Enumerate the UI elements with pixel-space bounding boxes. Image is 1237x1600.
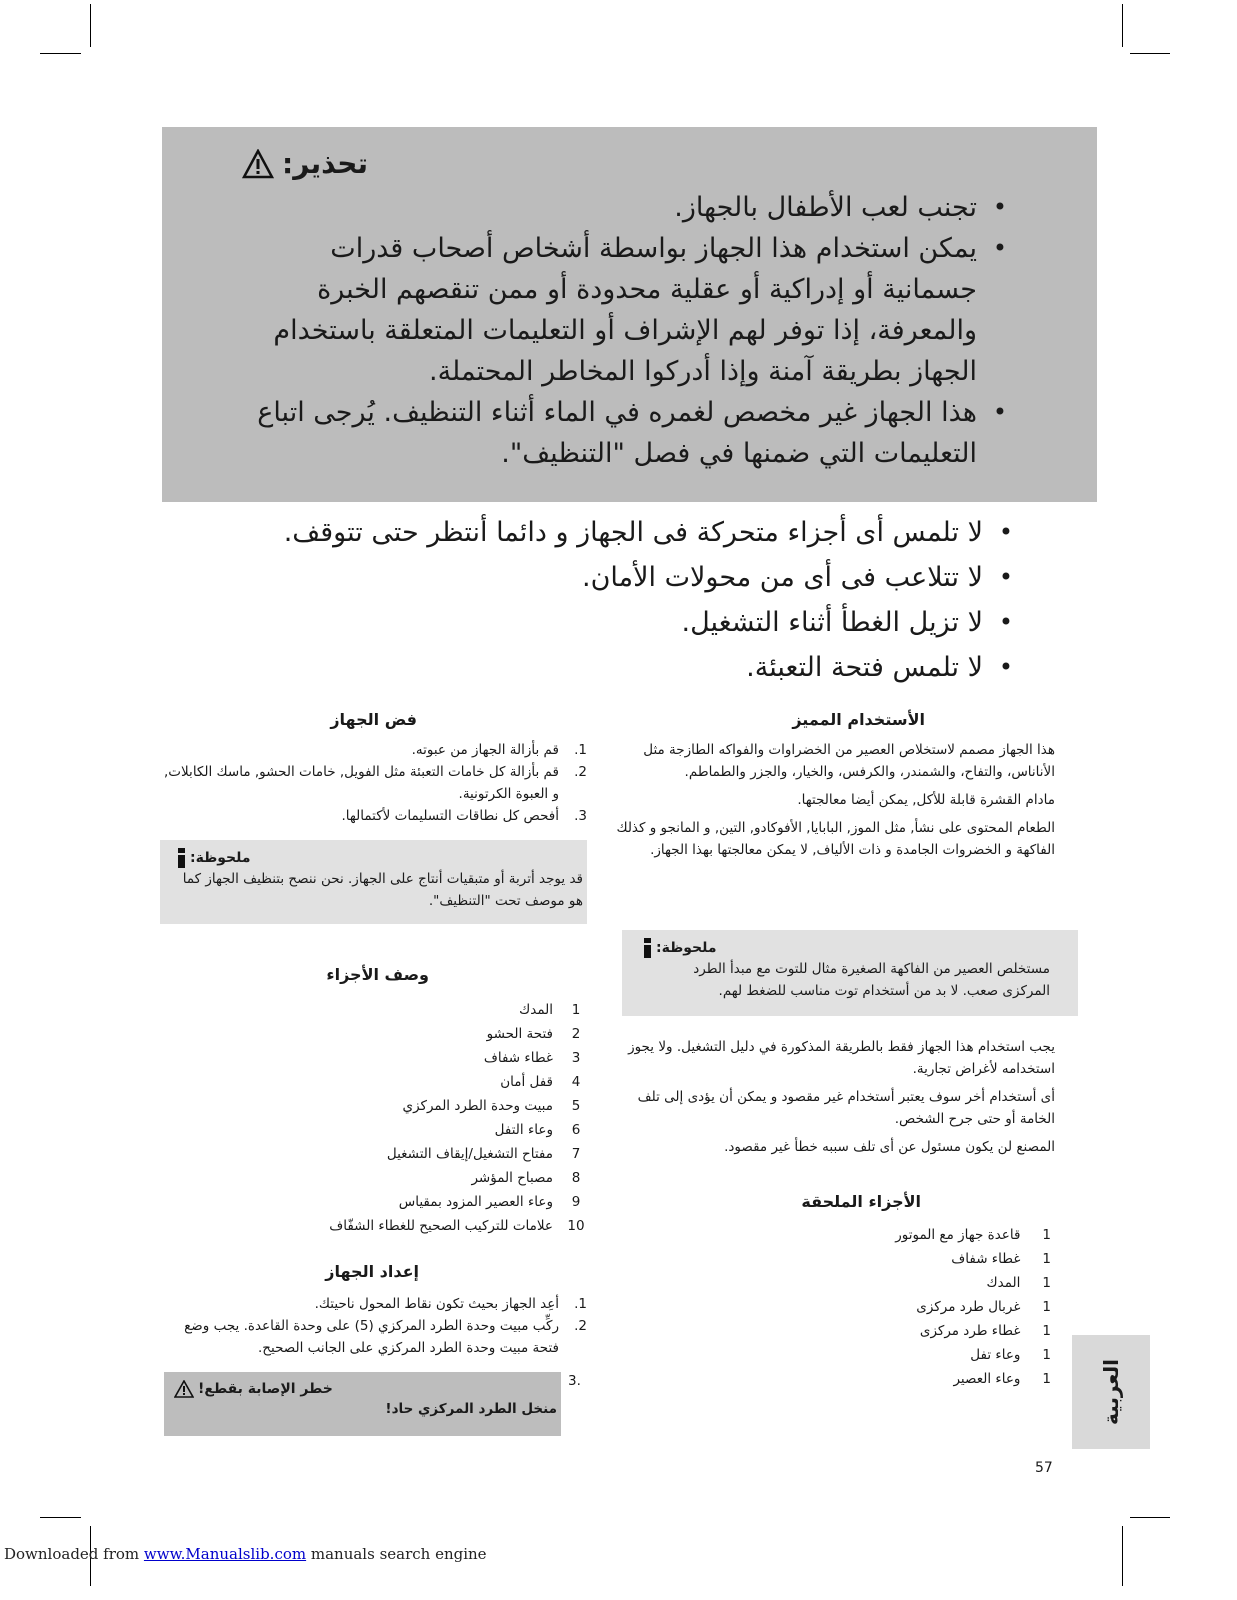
- parts-list: [162, 998, 587, 1238]
- part-number: 9: [571, 1194, 581, 1210]
- part-number: 7: [571, 1146, 581, 1162]
- setup-list: [162, 1293, 587, 1359]
- accessory-qty: 1: [1042, 1347, 1051, 1363]
- warning-item: • هذا الجهاز غير مخصص لغمره في الماء أثناء التنظيف. يُرجى اتباع التعليمات التي ضمنها في فصل "التنظيف".: [242, 392, 1013, 474]
- crop-mark: [1130, 53, 1170, 54]
- accessory-qty: 1: [1042, 1323, 1051, 1339]
- setup-section: [162, 1262, 587, 1359]
- usage-paragraph: أى أستخدام أخر سوف يعتبر أستخدام غير مقصود و يمكن أن يؤدى إلى تلف الخامة أو حتى جرح الشخص.: [637, 1089, 1055, 1127]
- parts-section: [162, 965, 587, 1238]
- unpacking-step: [162, 805, 587, 827]
- safety-list-container: [230, 510, 1019, 690]
- accessory-item: [655, 1319, 1055, 1343]
- step-text: قم بأزالة كل خامات التعبئة مثل الفويل, خامات الحشو, ماسك الكابلات, و العبوة الكرتونية.: [164, 764, 559, 802]
- part-item: [162, 1166, 587, 1190]
- part-label: مفتاح التشغيل/إيقاف التشغيل: [386, 1146, 553, 1162]
- step-number: 2.: [574, 1318, 587, 1334]
- intended-use-paragraph: الطعام المحتوى على نشأ, مثل الموز, البابايا, الأفوكادو, التين, و المانجو و كذلك الفاكهة و الخضروات الجامدة و ذات الألياف, لا يمكن معالجتها بهذا الجهاز.: [616, 820, 1055, 858]
- part-label: وعاء العصير المزود بمقياس: [398, 1194, 553, 1210]
- part-number: 6: [571, 1122, 581, 1138]
- part-number: 3: [571, 1050, 581, 1066]
- part-label: المدك: [519, 1002, 553, 1018]
- warning-triangle-icon: [174, 1380, 194, 1398]
- warning-title-text: تحذير:: [282, 147, 368, 180]
- language-tab-label: العربية: [1099, 1359, 1123, 1425]
- part-number: 8: [571, 1170, 581, 1186]
- accessory-item: [655, 1295, 1055, 1319]
- accessory-qty: 1: [1042, 1227, 1051, 1243]
- part-item: [162, 1214, 587, 1238]
- accessory-label: غطاء طرد مركزى: [919, 1323, 1021, 1339]
- language-tab: [1072, 1335, 1150, 1449]
- note-text: مستخلص العصير من الفاكهة الصغيرة مثال للتوت مع مبدأ الطرد المركزى صعب. لا بد من أستخدام توت مناسب للضغط لهم.: [693, 961, 1050, 999]
- unpacking-note: [160, 840, 587, 924]
- accessory-item: [655, 1247, 1055, 1271]
- part-number: 4: [571, 1074, 581, 1090]
- footer-suffix: manuals search engine: [306, 1545, 487, 1563]
- accessories-section: [655, 1192, 1055, 1391]
- note-title-text: ملحوظة:: [656, 940, 717, 956]
- part-label: غطاء شفاف: [483, 1050, 553, 1066]
- accessory-qty: 1: [1042, 1251, 1051, 1267]
- accessory-label: المدك: [986, 1275, 1021, 1291]
- setup-step: [162, 1315, 587, 1359]
- crop-mark: [40, 1517, 81, 1518]
- crop-mark: [90, 4, 91, 47]
- accessory-item: [655, 1343, 1055, 1367]
- note-title: [176, 848, 583, 868]
- part-item: [162, 1118, 587, 1142]
- part-label: قفل أمان: [500, 1074, 553, 1090]
- step-number: 1.: [574, 742, 587, 758]
- warning-item: • يمكن استخدام هذا الجهاز بواسطة أشخاص أصحاب قدرات جسمانية أو إدراكية أو عقلية محدودة أو ممن تنقصهم الخبرة والمعرفة، إذا توفر لهم الإشراف أو التعليمات المتعلقة باستخدام الجهاز بطريقة آمنة وإذا أدركوا المخاطر المحتملة.: [242, 228, 1013, 392]
- safety-item: • لا تلمس فتحة التعبئة.: [230, 645, 1019, 690]
- info-icon: [642, 938, 652, 958]
- warning-title: [242, 141, 1017, 187]
- intended-use-note: [622, 930, 1078, 1016]
- step-text: قم بأزالة الجهاز من عبوته.: [411, 742, 559, 758]
- part-label: علامات للتركيب الصحيح للغطاء الشفّاف: [329, 1218, 553, 1234]
- part-label: وعاء التفل: [494, 1122, 553, 1138]
- part-label: فتحة الحشو: [486, 1026, 553, 1042]
- step-number: 3.: [574, 808, 587, 824]
- step-text: أفحص كل نطاقات التسليمات لأكتمالها.: [341, 808, 559, 824]
- step-text: أعِد الجهاز بحيث تكون نقاط المحول ناحيتك.: [314, 1296, 559, 1312]
- intended-use-paragraph: مادام القشرة قابلة للأكل, يمكن أيضا معالجتها.: [797, 792, 1055, 808]
- accessory-label: قاعدة جهاز مع الموتور: [895, 1227, 1021, 1243]
- unpacking-step: [162, 761, 587, 805]
- part-label: مصباح المؤشر: [471, 1170, 553, 1186]
- setup-warning-line2: منخل الطرد المركزي حاد!: [385, 1401, 557, 1417]
- usage-paragraph: يجب استخدام هذا الجهاز فقط بالطريقة المذكورة في دليل التشغيل. ولا يجوز استخدامه لأغراض تجارية.: [628, 1039, 1055, 1077]
- accessory-item: [655, 1271, 1055, 1295]
- warning-item: • تجنب لعب الأطفال بالجهاز.: [242, 187, 1013, 228]
- accessory-qty: 1: [1042, 1371, 1051, 1387]
- part-number: 2: [571, 1026, 581, 1042]
- footer-prefix: Downloaded from: [4, 1545, 144, 1563]
- safety-list: [230, 510, 1019, 690]
- note-text: قد يوجد أتربة أو متبقيات أنتاج على الجهاز. نحن ننصح بتنظيف الجهاز كما هو موصف تحت "التنظيف".: [182, 871, 583, 909]
- setup-warning-title: [174, 1380, 557, 1398]
- crop-mark: [40, 53, 81, 54]
- setup-warning-line1: خطر الإصابة بقطع!: [198, 1381, 333, 1397]
- unpacking-section: [162, 710, 587, 827]
- accessory-item: [655, 1367, 1055, 1391]
- part-item: [162, 1190, 587, 1214]
- part-number: 5: [571, 1098, 581, 1114]
- unpacking-list: [162, 739, 587, 827]
- part-item: [162, 1046, 587, 1070]
- accessories-list: [655, 1223, 1055, 1391]
- part-number: 10: [567, 1218, 585, 1234]
- accessory-qty: 1: [1042, 1275, 1051, 1291]
- unpacking-heading: فض الجهاز: [330, 710, 417, 729]
- warning-box: [162, 127, 1097, 502]
- accessory-label: وعاء تفل: [970, 1347, 1021, 1363]
- accessory-label: وعاء العصير: [953, 1371, 1021, 1387]
- page-number: 57: [1035, 1460, 1053, 1476]
- step-number: 1.: [574, 1296, 587, 1312]
- step-text: ركِّب مبيت وحدة الطرد المركزي (5) على وحدة القاعدة. يجب وضع فتحة مبيت وحدة الطرد المركزي على الجانب الصحيح.: [184, 1318, 559, 1356]
- part-number: 1: [571, 1002, 581, 1018]
- accessory-label: غطاء شفاف: [951, 1251, 1021, 1267]
- setup-heading: إعداد الجهاز: [325, 1262, 419, 1281]
- crop-mark: [1122, 4, 1123, 47]
- warning-triangle-icon: [242, 149, 274, 179]
- note-title-text: ملحوظة:: [190, 850, 251, 866]
- info-icon: [176, 848, 186, 868]
- intended-use-heading: الأستخدام المميز: [792, 710, 925, 729]
- safety-item: • لا تتلاعب فى أى من محولات الأمان.: [230, 555, 1019, 600]
- accessory-qty: 1: [1042, 1299, 1051, 1315]
- parts-heading: وصف الأجزاء: [326, 965, 429, 984]
- accessory-item: [655, 1223, 1055, 1247]
- crop-mark: [1130, 1517, 1170, 1518]
- usage-paragraph: المصنع لن يكون مسئول عن أى تلف سببه خطأ غير مقصود.: [724, 1139, 1055, 1155]
- part-item: [162, 1070, 587, 1094]
- warning-list: [242, 187, 1013, 474]
- part-label: مبيت وحدة الطرد المركزي: [402, 1098, 553, 1114]
- part-item: [162, 1142, 587, 1166]
- manualslib-link[interactable]: www.Manualslib.com: [143, 1545, 307, 1563]
- part-item: [162, 1094, 587, 1118]
- note-title: [642, 938, 1050, 958]
- step-number: 2.: [574, 764, 587, 780]
- crop-mark: [1122, 1526, 1123, 1586]
- download-footer: [4, 1545, 487, 1563]
- setup-step-3-number: 3.: [568, 1373, 581, 1389]
- safety-item: • لا تلمس أى أجزاء متحركة فى الجهاز و دائما أنتظر حتى تتوقف.: [230, 510, 1019, 555]
- safety-item: • لا تزيل الغطأ أثناء التشغيل.: [230, 600, 1019, 645]
- usage-paragraphs: [610, 1036, 1055, 1158]
- setup-warning-box: [164, 1372, 561, 1436]
- accessory-label: غربال طرد مركزى: [916, 1299, 1021, 1315]
- setup-step: [162, 1293, 587, 1315]
- accessories-heading: الأجزاء الملحقة: [801, 1192, 921, 1211]
- part-item: [162, 1022, 587, 1046]
- unpacking-step: [162, 739, 587, 761]
- intended-use-section: [610, 710, 1055, 861]
- intended-use-paragraph: هذا الجهاز مصمم لاستخلاص العصير من الخضراوات والفواكه الطازجة مثل الأناناس، والتفاح، والشمندر، والكرفس، والخيار، والجزر والطماطم.: [643, 742, 1055, 780]
- part-item: [162, 998, 587, 1022]
